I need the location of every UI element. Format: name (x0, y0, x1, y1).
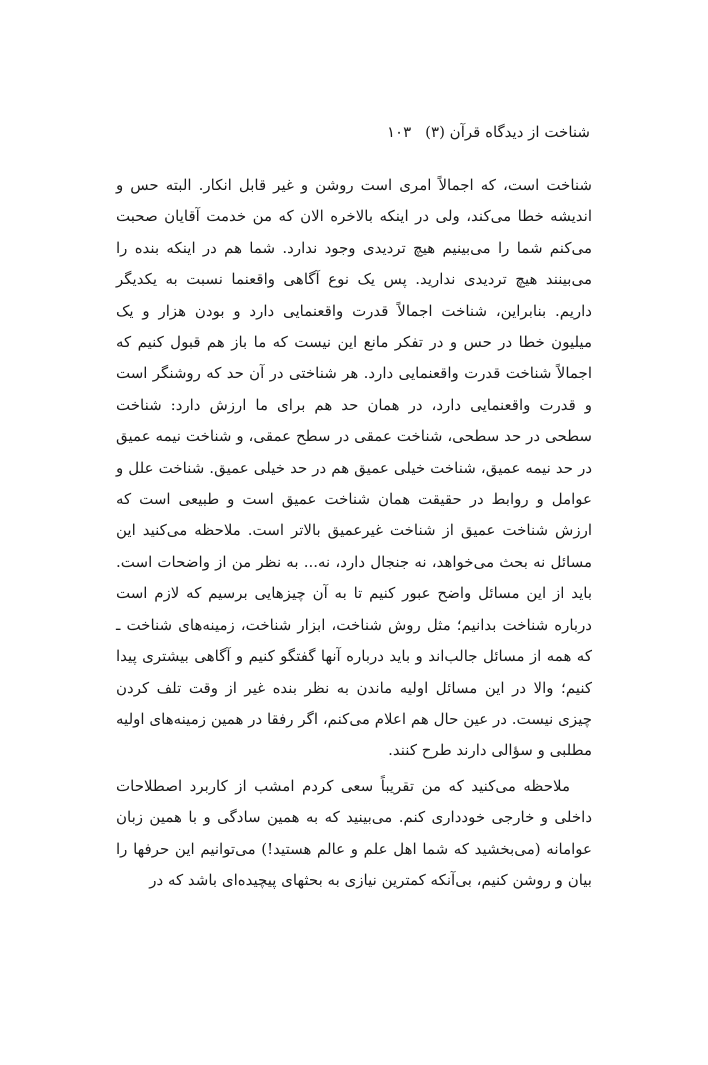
paragraph: ملاحظه می‌کنید که من تقریباً سعی کردم امشب از کاربرد اصطلاحات داخلی و خارجی خودداری کنم. می‌بینید که به همین سادگی و با همین زبان عوامانه (می‌بخشید که شما اهل علم و عالم هستید!) می‌توانیم این حرفها را بیان و روشن کنیم، بی‌آنکه کمترین نیازی به بحثهای پیچیده‌ای باشد که در (116, 776, 592, 889)
page-number: ۱۰۳ (386, 123, 412, 141)
chapter-title: شناخت از دیدگاه قرآن (۳) (425, 123, 590, 141)
running-header (118, 118, 590, 146)
paragraph: شناخت است، که اجمالاً امری است روشن و غیر قابل انکار. البته حس و اندیشه خطا می‌کند، ولی در اینکه بالاخره الان که من خدمت آقایان صحبت می‌کنم شما را می‌بینیم هیچ تردیدی وجود ندارد. شما هم در اینکه بنده را می‌بینند هیچ تردیدی ندارید. پس یک نوع آگاهی واقعنما نسبت به یکدیگر داریم. بنابراین، شناخت اجمالاً قدرت واقعنمایی دارد و بودن هزار و یک میلیون خطا در حس و در تفکر مانع این نیست که ما باز هم قبول کنیم که اجمالاً شناخت قدرت واقعنمایی دارد. هر شناختی در آن حد که روشنگر است و قدرت واقعنمایی دارد، در همان حد هم برای ما ارزش دارد: شناخت سطحی در حد سطحی، شناخت عمقی در سطح عمقی، و شناخت نیمه عمیق در حد نیمه عمیق، شناخت خیلی عمیق هم در حد خیلی عمیق. شناخت علل و عوامل و روابط در حقیقت همان شناخت عمیق است و طبیعی است که ارزش شناخت عمیق از شناخت غیرعمیق بالاتر است. ملاحظه می‌کنید این مسائل نه بحث می‌خواهد، نه جنجال دارد، نه... به نظر من از واضحات است. باید از این مسائل واضح عبور کنیم تا به آن چیزهایی برسیم که لازم است درباره شناخت بدانیم؛ مثل روش شناخت، ابزار شناخت، زمینه‌های شناخت ـ که همه از مسائل جالب‌اند و باید درباره آنها گفتگو کنیم و آگاهی بیشتری پیدا کنیم؛ والا در این مسائل اولیه ماندن به نظر بنده غیر از وقت تلف کردن چیزی نیست. در عین حال هم اعلام می‌کنم، اگر رفقا در همین زمینه‌های اولیه مطلبی و سؤالی دارند طرح کنند. (116, 176, 592, 760)
body-text (116, 170, 592, 896)
